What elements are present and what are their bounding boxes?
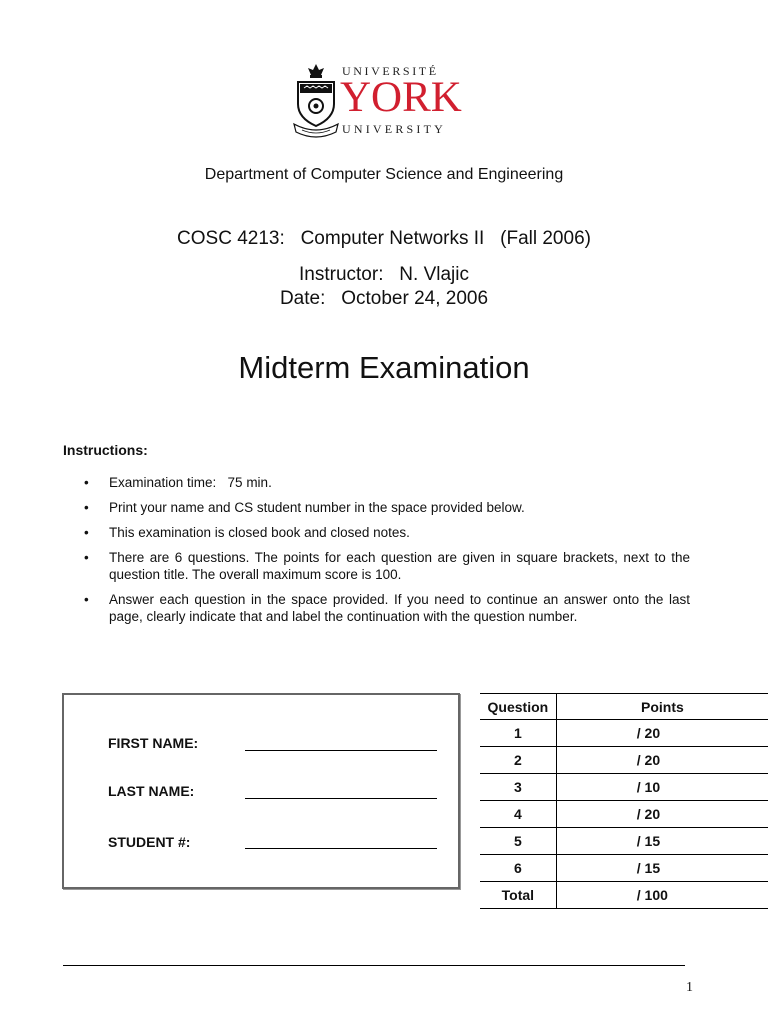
question-number: 5 [480,828,556,855]
department-name: Department of Computer Science and Engineering [204,166,564,183]
table-row [480,855,768,882]
student-info-box [62,693,460,889]
bullet-icon: • [84,500,89,515]
instruction-text: Answer each question in the space provided. If you need to continue an answer onto the last page, clearly indicate that and label the continuation with the question number. [109,592,690,624]
question-points: / 20 [556,747,768,774]
student-number-field[interactable] [245,848,437,849]
total-label: Total [480,882,556,909]
instructions-heading: Instructions: [63,442,148,458]
last-name-field[interactable] [245,798,437,799]
table-row [480,720,768,747]
footer-divider [63,965,685,966]
instructor-name: Instructor: N. Vlajic [299,264,469,285]
first-name-field[interactable] [245,750,437,751]
instructions-list [84,474,690,633]
question-points: / 15 [556,855,768,882]
york-university-logo [290,62,470,140]
instruction-text: There are 6 questions. The points for each question are given in square brackets, next to the question title. The overall maximum score is 100. [109,550,690,582]
last-name-label: LAST NAME: [108,783,195,799]
instruction-item [84,591,690,625]
page-number: 1 [686,980,693,995]
bullet-icon: • [84,550,89,565]
score-table [480,693,768,909]
column-header-points: Points [556,694,768,720]
table-header-row [480,694,768,720]
logo-main-text: YORK [340,74,462,121]
bullet-icon: • [84,475,89,490]
instruction-item [84,524,690,541]
table-row [480,747,768,774]
instruction-text: This examination is closed book and closed notes. [109,525,410,540]
instruction-text: Examination time: 75 min. [109,475,272,490]
question-points: / 20 [556,801,768,828]
exam-title: Midterm Examination [238,350,530,385]
course-title: COSC 4213: Computer Networks II (Fall 2006) [177,228,591,249]
logo-bottom-text: UNIVERSITY [342,122,446,136]
question-points: / 10 [556,774,768,801]
student-number-label: STUDENT #: [108,834,191,850]
instruction-text: Print your name and CS student number in the space provided below. [109,500,525,515]
instruction-item [84,499,690,516]
university-crest-icon [290,62,342,140]
table-row [480,828,768,855]
question-number: 1 [480,720,556,747]
first-name-label: FIRST NAME: [108,735,199,751]
question-points: / 15 [556,828,768,855]
instruction-item [84,474,690,491]
question-number: 3 [480,774,556,801]
instruction-item [84,549,690,583]
bullet-icon: • [84,592,89,607]
column-header-question: Question [480,694,556,720]
exam-date: Date: October 24, 2006 [279,288,489,309]
question-number: 2 [480,747,556,774]
bullet-icon: • [84,525,89,540]
question-number: 4 [480,801,556,828]
question-points: / 20 [556,720,768,747]
table-total-row [480,882,768,909]
table-row [480,801,768,828]
total-points: / 100 [556,882,768,909]
logo-top-text: UNIVERSITÉ [342,64,439,78]
question-number: 6 [480,855,556,882]
table-row [480,774,768,801]
